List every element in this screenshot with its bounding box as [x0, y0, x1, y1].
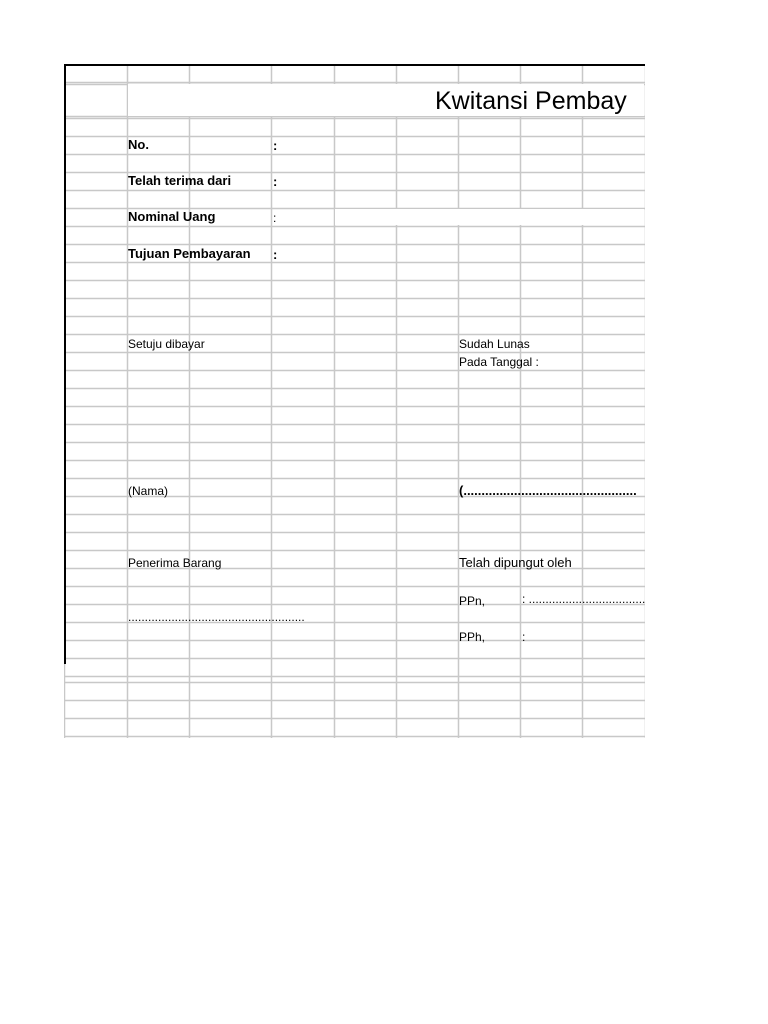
purpose-label: Tujuan Pembayaran [128, 246, 251, 261]
purpose-colon: : [273, 247, 278, 262]
nominal-colon: : [273, 211, 277, 225]
collected-by-label: Telah dipungut oleh [459, 555, 572, 570]
receiver-label: Penerima Barang [128, 556, 222, 570]
name-label: (Nama) [128, 484, 169, 498]
pph-label: PPh, [459, 630, 486, 644]
received-from-colon: : [273, 174, 278, 189]
document-title: Kwitansi Pembay [435, 87, 627, 115]
signature-placeholder: (................................................ [459, 483, 637, 498]
paid-label: Sudah Lunas [459, 337, 530, 351]
pph-value: : [522, 630, 526, 644]
nominal-label: Nominal Uang [128, 209, 216, 224]
ppn-label: PPn, [459, 594, 486, 608]
date-label: Pada Tanggal : [459, 355, 539, 369]
nominal-merged-cell [335, 209, 644, 225]
receipt-spreadsheet [64, 64, 645, 739]
approved-label: Setuju dibayar [128, 337, 205, 351]
no-colon: : [273, 138, 278, 153]
received-from-label: Telah terima dari [128, 173, 232, 188]
receiver-signature-line: ..................................................... [128, 610, 305, 624]
spreadsheet-gridlines [64, 64, 645, 739]
no-label: No. [128, 137, 149, 152]
ppn-value: : ................................... [522, 592, 645, 606]
